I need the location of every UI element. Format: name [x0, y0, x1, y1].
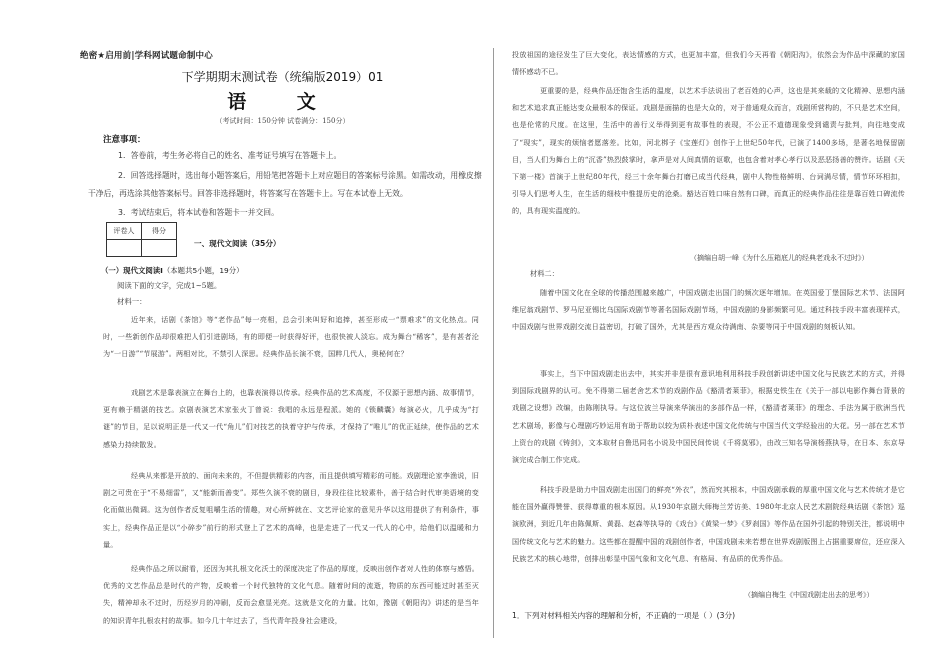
- left-paragraph-4: 经典作品之所以耐看，还因为其扎根文化沃土的深度决定了作品的厚度，反映出创作者对人性的体察与感悟。优秀的文艺作品总是时代的产物，反映着一个时代独特的文化气息。随着时间的流逝，物质的东西可能过时甚至灭失，精神却永不过时，历经岁月的冲刷，反而会愈显光亮。这就是文化的力量。比如，豫剧《朝阳沟》讲述的是当年的知识青年扎根农村的故事。如今几十年过去了，当代青年投身社会建设，: [103, 564, 479, 625]
- material-1-source: （摘编自胡一峰《为什么压箱底儿的经典老戏永不过时》）: [690, 254, 869, 262]
- subject-title: 语 文: [227, 91, 338, 113]
- notes-heading: 注意事项：: [103, 135, 146, 145]
- note-item-3: 3．考试结束后，将本试卷和答题卡一并交回。: [118, 208, 279, 217]
- note-item-2: 2．回答选择题时，选出每小题答案后，用铅笔把答题卡上对应题目的答案标号涂黑。如需改动，用橡皮擦干净后，再选涂其他答案标号。回答非选择题时，将答案写在答题卡上。写在本试卷上无效。: [88, 171, 482, 198]
- right-paragraph-1: 投放祖国的途径发生了巨大变化，表达情感的方式，也更加丰富，但我们今天再看《朝阳沟》，依然会为作品中深藏的家国情怀感动不已。: [512, 50, 905, 77]
- exam-title: 下学期期末测试卷（统编版2019）01: [181, 70, 384, 84]
- note-item-1: 1．答卷前，考生务必将自己的姓名、准考证号填写在答题卡上。: [118, 151, 342, 160]
- material-1-label: 材料一：: [117, 297, 147, 306]
- subsection-heading-bold: （一）现代文阅读Ⅰ: [101, 266, 163, 275]
- left-paragraph-1: 近年来，话剧《茶馆》等“老作品”每一亮相，总会引来叫好和追捧，甚至形成一“票难求”的文化热点。同时，一些新创作品却很难把人们引进剧场，有的即便一时获得好评，也很快被人淡忘。成为舞台“稀客”，是有甚者沦为“一日游”“节展游”。两相对比，不禁引人深思。经典作品长演不衰，国粹几代人，奥秘何在？: [103, 315, 479, 359]
- score-table: [106, 222, 177, 257]
- material-2-label: 材料二：: [530, 269, 559, 278]
- left-paragraph-3: 经典从来都是开放的、面向未来的，不但提供精彩的内容，而且提供填写精彩的可能。戏剧理论家李渔说，旧剧之可贵在于“不易细雷”，又“能新而善变”。郑些久演不衰的剧目，身段往往比较素朴，善于结合时代审美语境的变化而做出微调。这为创作者反复咀嚼生活的情趣，对心所鲜就在、文艺评论家的意见升华以这用提供了有利条件，事实上，经典作品正是以“小碎步”前行的形式登上了艺术的高峰，也是走进了一代又一代人的心中，给他们以温暖和力量。: [103, 471, 479, 549]
- score-table-grader-label: 评卷人: [107, 223, 142, 240]
- question-1: 1．下列对材料相关内容的理解和分析，不正确的一项是（ ）(3分): [512, 611, 736, 620]
- right-paragraph-2: 更重要的是，经典作品还饱含生活的温度，以艺术手法说出了老百姓的心声，这也是其来载的文化精神、思想内涵和艺术追求真正能达变众最根本的保证。戏剧是面描的也是大众的，对于普通观众而言，戏剧所营构的，不只是艺术空间，也是伦常的尺度。在这里，生活中的善行义举得到更有故事性的表现，不公正不道德现象受到谴责与批判，向往地变成了“现实”，现实的烦恼者愿落差。比如，河北梆子《宝莲灯》创作于上世纪50年代，已演了1400多场，是著名地保留剧目，当人们为舞台上的“沉香”热烈鼓掌时，拿声是对人间真情的讴歌，也包含着对孝心孝行以及恶恶扬善的赞许。话剧《天下第一楼》首演于上世纪80年代，经三十余年舞台打磨已成当代经典，剧中人物性格鲜明、台词满尽情，情节环环相扣，引导人们思考人生，在生活的细枝中惟提历史的沧桑。豁达百姓口味自然有口碑，而真正的经典作品往往是靠百姓口碑流传的，具有现实温度的。: [512, 86, 905, 216]
- score-table-score-cell: [142, 240, 177, 257]
- confidential-note: 绝密★启用前|学科网试题命制中心: [80, 51, 213, 61]
- material-2-paragraph-1: 随着中国文化在全球的传播范围越来越广，中国戏剧走出国门的频次逐年增加。在英国爱丁堡国际艺术节、法国阿维尼翁戏剧节、罗马尼亚锡比乌国际戏剧节等著名国际戏剧节场，中国戏剧的身影频繁可见。通过科技手段丰富表现样式，中国戏剧与世界戏剧交流日益密切，打破了国外，尤其是西方观众待满南、杂要等同于中国戏剧的刻板认知。: [512, 288, 905, 332]
- score-table-score-label: 得分: [142, 223, 177, 240]
- left-paragraph-2: 戏剧艺术是靠表演立在舞台上的，也靠表演得以传承。经典作品的艺术高度，不仅源于思想内涵、故事情节，更有赖于精湛的技艺。京剧表演艺术家张火丁曾说：我唱的永远是程派。她的《锁麟囊》每演必火，几乎成为“打谜”的节目，足以说明正是一代又一代“角儿”们对技艺的执着守护与传承，才保持了“唯儿”的优正延续，使作品的艺术感染力持续散发。: [103, 388, 479, 449]
- material-2-paragraph-3: 科技手段是助力中国戏剧走出国门的鲜亮“外衣”，然而究其根本，中国戏剧承载的厚重中国文化与艺术传统才是它能在国外赢得赞誉、获得尊重的根本原因。从1930年京剧大师梅兰芳访美、1980年北京人民艺术剧院经典话剧《茶馆》巡演欧洲，到近几年由陈佩斯、黄磊、赵森等执导的《戏台》《黄梁一梦》《罗刹国》等作品在国外引起的特别关注，都说明中国传统文化与艺术的魅力。这些都在提醒中国的戏剧创作者，中国戏剧未来若想在世界戏剧版图上占据重要席位，还应深入民族艺术的核心地带，创排出彰显中国气象和文化气息、有格局、有品质的优秀作品。: [512, 485, 905, 563]
- score-table-grader-cell: [107, 240, 142, 257]
- section-title: 一、现代文阅读（35分）: [194, 239, 281, 248]
- material-2-paragraph-2: 事实上，当下中国戏剧走出去中，其实并非是很有意识地利用科技手段创新讲述中国文化与民族艺术的方式，并得到国际戏剧界的认可。免不得第二届老舍艺术节的戏剧作品《豁清者莱菲》，根据史铁生在《关于一部以电影作舞台背景的戏剧之设想》改编，由陈刚执导。与这位波兰导演来华演出的多部作品一样，《豁清者莱菲》的理念、手法为属于欧洲当代艺术剧场，影像与心理剧巧妙运用有助于帮助以较为质朴表述中国文化传统与中国当代文学经验出的大花。另一部在艺术节上资台的戏剧《铸剑》，文本取材自鲁迅同名小说及中国民间传说《千将莫邪》，由改三知名导演杨燕执导，在日本、东京导演完成合制工作完成。: [512, 369, 905, 465]
- material-2-source: （摘编自梅生《中国戏剧走出去的思考》）: [744, 591, 874, 599]
- subsection-heading-detail: （本题共5小题，19分）: [162, 266, 244, 275]
- reading-instruction: 阅读下面的文字，完成1~5题。: [117, 281, 222, 290]
- column-divider: [493, 48, 494, 638]
- exam-info: （考试时间：150分钟 试卷满分：150分）: [215, 117, 350, 125]
- subsection-heading: [101, 265, 244, 276]
